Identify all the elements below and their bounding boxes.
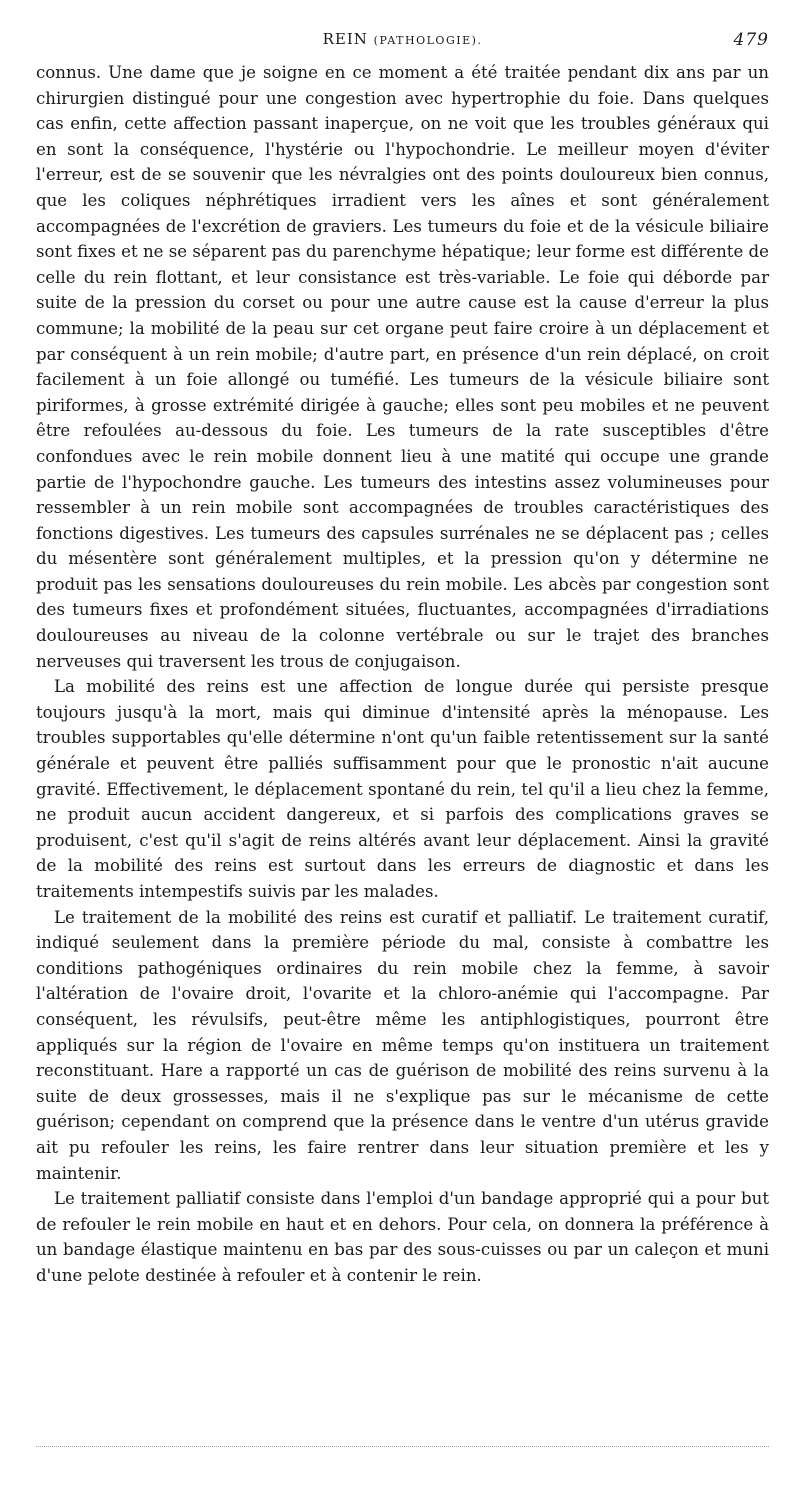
running-head [36, 30, 769, 54]
running-head-title [36, 30, 769, 48]
paragraph-curative-treatment: Le traitement de la mobilité des reins est curatif et palliatif. Le traitement curatif, indiqué seulement dans la première période du mal, consiste à combattre les conditions pathogéniques ordinaires du rein mobile chez la femme, à savoir l'altération de l'ovaire droit, l'ovarite et la chloro-anémie qui l'accompagne. Par conséquent, les révulsifs, peut-être même les antiphlogistiques, pourront être appliqués sur la région de l'ovaire en même temps qu'on instituera un traitement reconstituant. Hare a rapporté un cas de guérison de mobilité des reins survenu à la suite de deux grossesses, mais il ne s'explique pas sur le mécanisme de cette guérison; cependant on comprend que la présence dans le ventre d'un utérus gravide ait pu refouler les reins, les faire rentrer dans leur situation première et les y maintenir. [36, 907, 769, 1183]
running-head-subtitle: (PATHOLOGIE). [373, 34, 483, 47]
body-text [36, 60, 769, 1289]
running-head-main-title: REIN [322, 30, 368, 48]
paragraph-palliative-treatment: Le traitement palliatif consiste dans l'emploi d'un bandage approprié qui a pour but de refouler le rein mobile en haut et en dehors. Pour cela, on donnera la préférence à un bandage élastique maintenu en bas par des sous-cuisses ou par un caleçon et muni d'une pelote destinée à refouler et à contenir le rein. [36, 1189, 769, 1285]
book-page [36, 30, 769, 1289]
paragraph-prognosis: La mobilité des reins est une affection de longue durée qui persiste presque toujours jusqu'à la mort, mais qui diminue d'intensité après la ménopause. Les troubles supportables qu'elle détermine n'ont qu'un faible retentissement sur la santé générale et peuvent être palliés suffisamment pour que le pronostic n'ait aucune gravité. Effectivement, le déplacement spontané du rein, tel qu'il a lieu chez la femme, ne produit aucun accident dangereux, et si parfois des complications graves se produisent, c'est qu'il s'agit de reins altérés avant leur déplacement. Ainsi la gravité de la mobilité des reins est surtout dans les erreurs de diagnostic et dans les traitements intempestifs suivis par les malades. [36, 677, 769, 901]
paragraph-differential-diagnosis: connus. Une dame que je soigne en ce moment a été traitée pendant dix ans par un chirurgien distingué pour une congestion avec hypertrophie du foie. Dans quelques cas enfin, cette affection passant inaperçue, on ne voit que les troubles généraux qui en sont la conséquence, l'hystérie ou l'hypochondrie. Le meilleur moyen d'éviter l'erreur, est de se souvenir que les névralgies ont des points douloureux bien connus, que les coliques néphrétiques irradient vers les aînes et sont généralement accompagnées de l'excrétion de graviers. Les tumeurs du foie et de la vésicule biliaire sont fixes et ne se séparent pas du parenchyme hépatique; leur forme est différente de celle du rein flottant, et leur consistance est très-variable. Le foie qui déborde par suite de la pression du corset ou pour une autre cause est la cause d'erreur la plus commune; la mobilité de la peau sur cet organe peut faire croire à un déplacement et par conséquent à un rein mobile; d'autre part, en présence d'un rein déplacé, on croit facilement à un foie allongé ou tuméfié. Les tumeurs de la vésicule biliaire sont piriformes, à grosse extrémité dirigée à gauche; elles sont peu mobiles et ne peuvent être refoulées au-dessous du foie. Les tumeurs de la rate susceptibles d'être confondues avec le rein mobile donnent lieu à une matité qui occupe une grande partie de l'hypochondre gauche. Les tumeurs des intestins assez volumineuses pour ressembler à un rein mobile sont accompagnées de troubles caractéristiques des fonctions digestives. Les tumeurs des capsules surrénales ne se déplacent pas ; celles du mésentère sont généralement multiples, et la pression qu'on y détermine ne produit pas les sensations douloureuses du rein mobile. Les abcès par congestion sont des tumeurs fixes et profondément situées, fluctuantes, accompagnées d'irradiations douloureuses au niveau de la colonne vertébrale ou sur le trajet des branches nerveuses qui traversent les trous de conjugaison. [36, 63, 769, 671]
page-number: 479 [733, 30, 769, 50]
bottom-rule [36, 1446, 769, 1447]
